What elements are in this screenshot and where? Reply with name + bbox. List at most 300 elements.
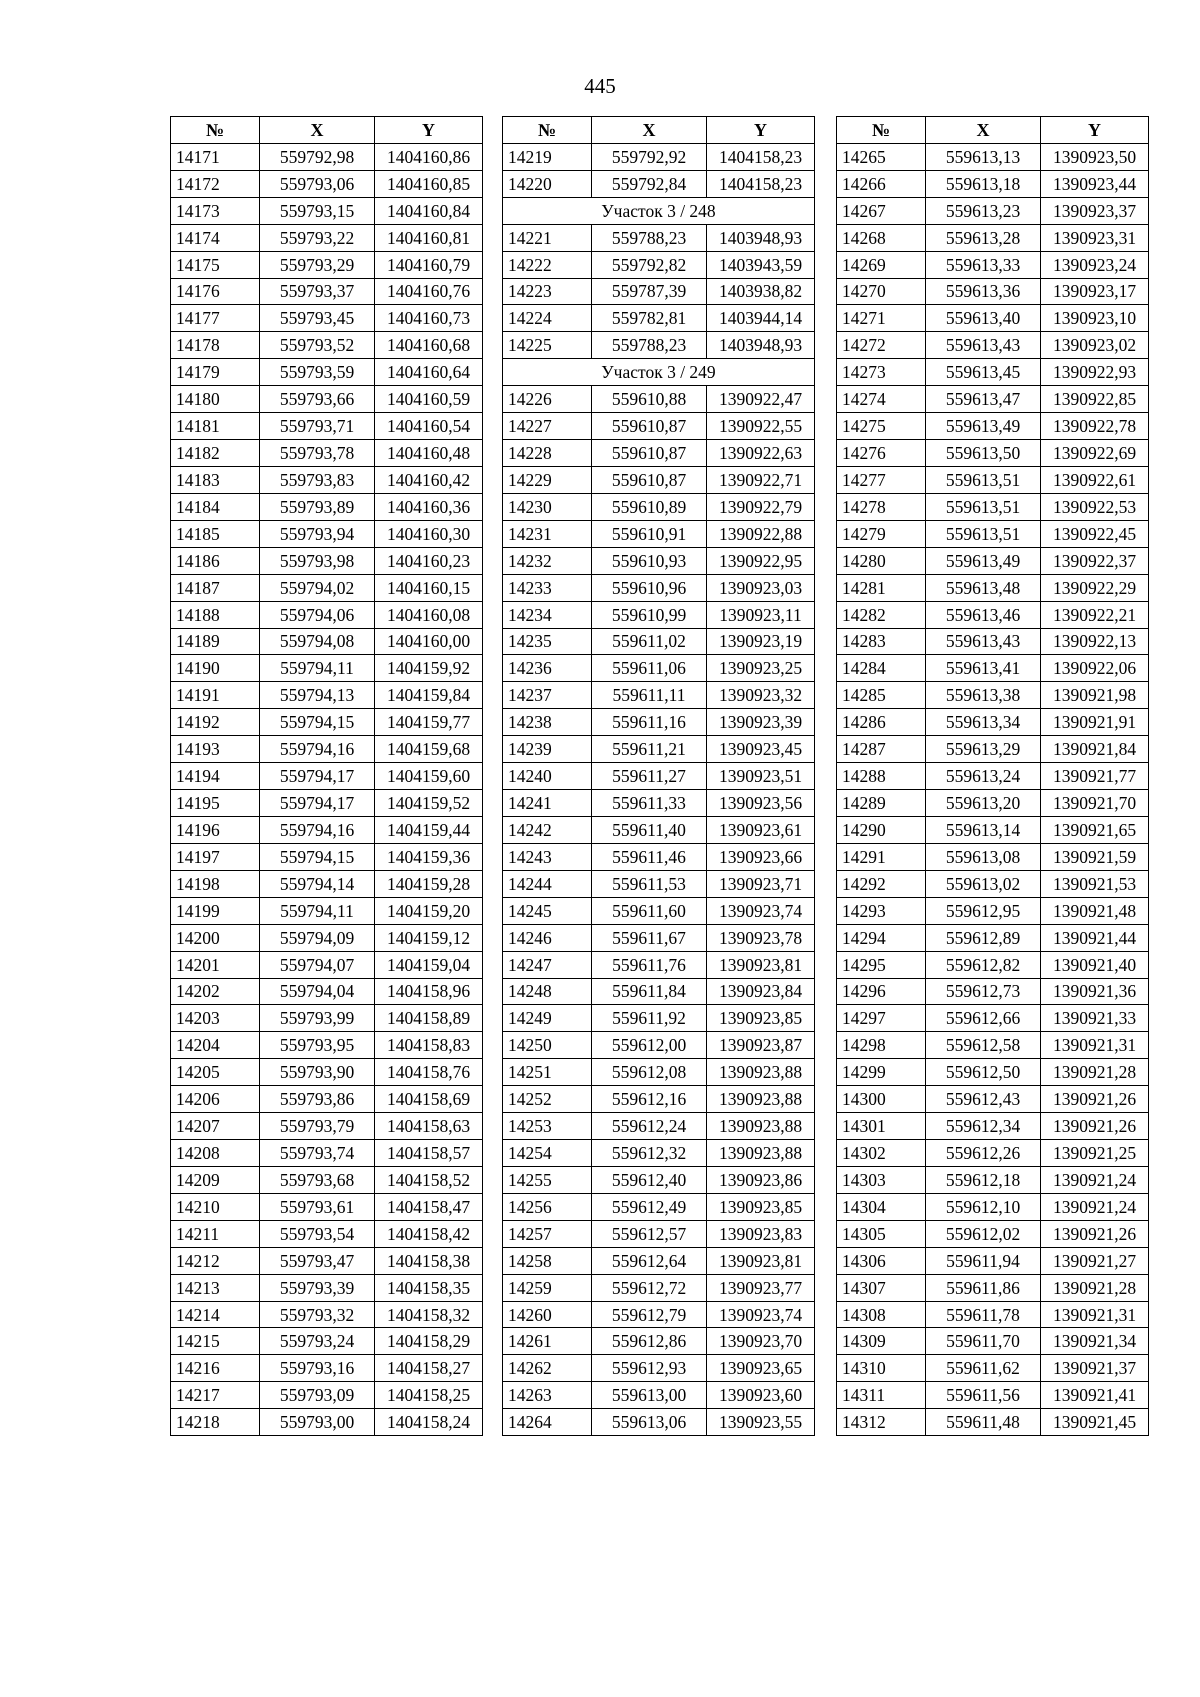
y-coordinate-cell: 1404158,29 (375, 1328, 483, 1355)
y-coordinate-cell: 1404158,63 (375, 1113, 483, 1140)
point-number-cell: 14213 (171, 1274, 260, 1301)
x-coordinate-cell: 559611,94 (926, 1247, 1041, 1274)
point-number-cell: 14220 (503, 170, 592, 197)
x-coordinate-cell: 559611,53 (592, 870, 707, 897)
point-number-cell: 14200 (171, 924, 260, 951)
x-coordinate-cell: 559611,67 (592, 924, 707, 951)
point-number-cell: 14296 (837, 978, 926, 1005)
point-number-cell: 14211 (171, 1220, 260, 1247)
y-coordinate-cell: 1404158,96 (375, 978, 483, 1005)
y-coordinate-cell: 1390921,84 (1041, 736, 1149, 763)
y-coordinate-cell: 1390923,37 (1041, 197, 1149, 224)
y-coordinate-cell: 1390923,88 (707, 1140, 815, 1167)
y-coordinate-cell: 1390923,25 (707, 655, 815, 682)
y-coordinate-cell: 1390921,36 (1041, 978, 1149, 1005)
point-number-cell: 14300 (837, 1086, 926, 1113)
y-coordinate-cell: 1390923,85 (707, 1005, 815, 1032)
point-number-cell: 14190 (171, 655, 260, 682)
point-number-cell: 14229 (503, 466, 592, 493)
y-coordinate-cell: 1390922,63 (707, 440, 815, 467)
x-coordinate-cell: 559794,14 (260, 870, 375, 897)
table-row (171, 1328, 483, 1355)
header-row (503, 117, 815, 144)
x-coordinate-cell: 559613,20 (926, 790, 1041, 817)
table-row (837, 1247, 1149, 1274)
point-number-cell: 14248 (503, 978, 592, 1005)
point-number-cell: 14294 (837, 924, 926, 951)
table-row (503, 1140, 815, 1167)
table-row (837, 1328, 1149, 1355)
x-coordinate-cell: 559612,43 (926, 1086, 1041, 1113)
x-coordinate-cell: 559613,50 (926, 440, 1041, 467)
x-coordinate-cell: 559613,38 (926, 682, 1041, 709)
table-row (171, 1193, 483, 1220)
table-row (171, 1140, 483, 1167)
y-coordinate-cell: 1390922,13 (1041, 628, 1149, 655)
point-number-cell: 14226 (503, 386, 592, 413)
point-number-cell: 14305 (837, 1220, 926, 1247)
point-number-cell: 14250 (503, 1032, 592, 1059)
table-row (837, 143, 1149, 170)
x-coordinate-cell: 559612,50 (926, 1059, 1041, 1086)
table-row (837, 1409, 1149, 1436)
table-row (171, 143, 483, 170)
y-coordinate-cell: 1404158,32 (375, 1301, 483, 1328)
point-number-cell: 14197 (171, 843, 260, 870)
x-coordinate-cell: 559788,23 (592, 224, 707, 251)
header-x: X (926, 117, 1041, 144)
y-coordinate-cell: 1404159,20 (375, 897, 483, 924)
table-row (503, 305, 815, 332)
y-coordinate-cell: 1390923,51 (707, 763, 815, 790)
table-row (837, 278, 1149, 305)
y-coordinate-cell: 1404159,52 (375, 790, 483, 817)
y-coordinate-cell: 1404160,81 (375, 224, 483, 251)
table-row (837, 870, 1149, 897)
table-row (503, 628, 815, 655)
point-number-cell: 14251 (503, 1059, 592, 1086)
x-coordinate-cell: 559792,92 (592, 143, 707, 170)
x-coordinate-cell: 559793,79 (260, 1113, 375, 1140)
x-coordinate-cell: 559612,66 (926, 1005, 1041, 1032)
x-coordinate-cell: 559613,28 (926, 224, 1041, 251)
y-coordinate-cell: 1390923,11 (707, 601, 815, 628)
point-number-cell: 14287 (837, 736, 926, 763)
table-row (837, 763, 1149, 790)
x-coordinate-cell: 559612,89 (926, 924, 1041, 951)
table-row (837, 924, 1149, 951)
table-row (837, 440, 1149, 467)
y-coordinate-cell: 1390922,29 (1041, 574, 1149, 601)
y-coordinate-cell: 1404159,68 (375, 736, 483, 763)
x-coordinate-cell: 559612,64 (592, 1247, 707, 1274)
x-coordinate-cell: 559613,36 (926, 278, 1041, 305)
point-number-cell: 14247 (503, 951, 592, 978)
point-number-cell: 14171 (171, 143, 260, 170)
x-coordinate-cell: 559794,08 (260, 628, 375, 655)
table-row (837, 547, 1149, 574)
point-number-cell: 14260 (503, 1301, 592, 1328)
point-number-cell: 14273 (837, 359, 926, 386)
y-coordinate-cell: 1390922,95 (707, 547, 815, 574)
y-coordinate-cell: 1404158,23 (707, 143, 815, 170)
x-coordinate-cell: 559792,98 (260, 143, 375, 170)
y-coordinate-cell: 1403948,93 (707, 224, 815, 251)
point-number-cell: 14195 (171, 790, 260, 817)
x-coordinate-cell: 559611,21 (592, 736, 707, 763)
y-coordinate-cell: 1404158,24 (375, 1409, 483, 1436)
point-number-cell: 14285 (837, 682, 926, 709)
table-row (171, 1247, 483, 1274)
point-number-cell: 14209 (171, 1166, 260, 1193)
x-coordinate-cell: 559794,16 (260, 816, 375, 843)
x-coordinate-cell: 559611,76 (592, 951, 707, 978)
table-row (503, 1193, 815, 1220)
x-coordinate-cell: 559613,24 (926, 763, 1041, 790)
table-row (837, 1086, 1149, 1113)
point-number-cell: 14196 (171, 816, 260, 843)
x-coordinate-cell: 559613,51 (926, 493, 1041, 520)
y-coordinate-cell: 1390922,61 (1041, 466, 1149, 493)
table-row (503, 332, 815, 359)
point-number-cell: 14269 (837, 251, 926, 278)
point-number-cell: 14297 (837, 1005, 926, 1032)
point-number-cell: 14208 (171, 1140, 260, 1167)
x-coordinate-cell: 559611,27 (592, 763, 707, 790)
point-number-cell: 14231 (503, 520, 592, 547)
table-row (171, 628, 483, 655)
y-coordinate-cell: 1403944,14 (707, 305, 815, 332)
table-row (503, 493, 815, 520)
point-number-cell: 14263 (503, 1382, 592, 1409)
x-coordinate-cell: 559611,78 (926, 1301, 1041, 1328)
x-coordinate-cell: 559613,45 (926, 359, 1041, 386)
point-number-cell: 14245 (503, 897, 592, 924)
table-row (503, 1409, 815, 1436)
y-coordinate-cell: 1390921,40 (1041, 951, 1149, 978)
y-coordinate-cell: 1390921,26 (1041, 1086, 1149, 1113)
y-coordinate-cell: 1390923,32 (707, 682, 815, 709)
x-coordinate-cell: 559788,23 (592, 332, 707, 359)
y-coordinate-cell: 1390923,74 (707, 897, 815, 924)
x-coordinate-cell: 559611,02 (592, 628, 707, 655)
y-coordinate-cell: 1390923,17 (1041, 278, 1149, 305)
x-coordinate-cell: 559613,13 (926, 143, 1041, 170)
y-coordinate-cell: 1390921,91 (1041, 709, 1149, 736)
y-coordinate-cell: 1403943,59 (707, 251, 815, 278)
y-coordinate-cell: 1390923,88 (707, 1086, 815, 1113)
table-row (171, 655, 483, 682)
point-number-cell: 14216 (171, 1355, 260, 1382)
y-coordinate-cell: 1390923,71 (707, 870, 815, 897)
y-coordinate-cell: 1390921,27 (1041, 1247, 1149, 1274)
table-row (837, 1166, 1149, 1193)
y-coordinate-cell: 1390923,66 (707, 843, 815, 870)
y-coordinate-cell: 1390922,55 (707, 413, 815, 440)
x-coordinate-cell: 559613,23 (926, 197, 1041, 224)
point-number-cell: 14202 (171, 978, 260, 1005)
table-row (503, 440, 815, 467)
table-row (503, 413, 815, 440)
x-coordinate-cell: 559793,86 (260, 1086, 375, 1113)
point-number-cell: 14203 (171, 1005, 260, 1032)
table-row (171, 978, 483, 1005)
x-coordinate-cell: 559793,90 (260, 1059, 375, 1086)
x-coordinate-cell: 559793,98 (260, 547, 375, 574)
x-coordinate-cell: 559612,82 (926, 951, 1041, 978)
table-row (171, 790, 483, 817)
point-number-cell: 14173 (171, 197, 260, 224)
y-coordinate-cell: 1390923,31 (1041, 224, 1149, 251)
point-number-cell: 14282 (837, 601, 926, 628)
table-row (837, 251, 1149, 278)
point-number-cell: 14206 (171, 1086, 260, 1113)
y-coordinate-cell: 1390923,84 (707, 978, 815, 1005)
point-number-cell: 14258 (503, 1247, 592, 1274)
table-row (171, 440, 483, 467)
table-row (837, 601, 1149, 628)
x-coordinate-cell: 559792,82 (592, 251, 707, 278)
point-number-cell: 14293 (837, 897, 926, 924)
y-coordinate-cell: 1390921,31 (1041, 1301, 1149, 1328)
x-coordinate-cell: 559793,15 (260, 197, 375, 224)
point-number-cell: 14301 (837, 1113, 926, 1140)
x-coordinate-cell: 559782,81 (592, 305, 707, 332)
point-number-cell: 14179 (171, 359, 260, 386)
table-row (837, 305, 1149, 332)
point-number-cell: 14199 (171, 897, 260, 924)
point-number-cell: 14281 (837, 574, 926, 601)
x-coordinate-cell: 559612,86 (592, 1328, 707, 1355)
x-coordinate-cell: 559793,99 (260, 1005, 375, 1032)
header-row (837, 117, 1149, 144)
table-row (503, 574, 815, 601)
y-coordinate-cell: 1404160,79 (375, 251, 483, 278)
y-coordinate-cell: 1404160,64 (375, 359, 483, 386)
y-coordinate-cell: 1404160,42 (375, 466, 483, 493)
x-coordinate-cell: 559793,37 (260, 278, 375, 305)
x-coordinate-cell: 559793,32 (260, 1301, 375, 1328)
table-row (837, 224, 1149, 251)
x-coordinate-cell: 559793,45 (260, 305, 375, 332)
point-number-cell: 14276 (837, 440, 926, 467)
point-number-cell: 14289 (837, 790, 926, 817)
table-row (171, 197, 483, 224)
x-coordinate-cell: 559611,46 (592, 843, 707, 870)
point-number-cell: 14236 (503, 655, 592, 682)
x-coordinate-cell: 559612,34 (926, 1113, 1041, 1140)
y-coordinate-cell: 1404160,68 (375, 332, 483, 359)
x-coordinate-cell: 559611,70 (926, 1328, 1041, 1355)
point-number-cell: 14286 (837, 709, 926, 736)
y-coordinate-cell: 1390921,77 (1041, 763, 1149, 790)
y-coordinate-cell: 1404159,44 (375, 816, 483, 843)
table-row (837, 1113, 1149, 1140)
x-coordinate-cell: 559613,43 (926, 628, 1041, 655)
section-row (503, 359, 815, 386)
x-coordinate-cell: 559793,09 (260, 1382, 375, 1409)
point-number-cell: 14205 (171, 1059, 260, 1086)
point-number-cell: 14178 (171, 332, 260, 359)
point-number-cell: 14298 (837, 1032, 926, 1059)
y-coordinate-cell: 1404160,30 (375, 520, 483, 547)
y-coordinate-cell: 1390923,61 (707, 816, 815, 843)
table-row (837, 466, 1149, 493)
point-number-cell: 14312 (837, 1409, 926, 1436)
table-row (503, 951, 815, 978)
table-row (171, 763, 483, 790)
table-row (171, 466, 483, 493)
table-row (171, 1409, 483, 1436)
point-number-cell: 14194 (171, 763, 260, 790)
x-coordinate-cell: 559612,32 (592, 1140, 707, 1167)
x-coordinate-cell: 559794,07 (260, 951, 375, 978)
point-number-cell: 14186 (171, 547, 260, 574)
x-coordinate-cell: 559610,93 (592, 547, 707, 574)
y-coordinate-cell: 1403938,82 (707, 278, 815, 305)
x-coordinate-cell: 559793,16 (260, 1355, 375, 1382)
table-row (503, 897, 815, 924)
table-row (837, 574, 1149, 601)
y-coordinate-cell: 1390921,24 (1041, 1193, 1149, 1220)
point-number-cell: 14306 (837, 1247, 926, 1274)
x-coordinate-cell: 559794,17 (260, 763, 375, 790)
table-row (503, 170, 815, 197)
x-coordinate-cell: 559612,93 (592, 1355, 707, 1382)
table-row (503, 1059, 815, 1086)
point-number-cell: 14238 (503, 709, 592, 736)
point-number-cell: 14225 (503, 332, 592, 359)
point-number-cell: 14172 (171, 170, 260, 197)
table-row (171, 359, 483, 386)
y-coordinate-cell: 1390922,85 (1041, 386, 1149, 413)
header-number: № (837, 117, 926, 144)
y-coordinate-cell: 1390921,59 (1041, 843, 1149, 870)
y-coordinate-cell: 1390922,78 (1041, 413, 1149, 440)
x-coordinate-cell: 559613,00 (592, 1382, 707, 1409)
point-number-cell: 14271 (837, 305, 926, 332)
x-coordinate-cell: 559610,87 (592, 440, 707, 467)
y-coordinate-cell: 1390923,87 (707, 1032, 815, 1059)
y-coordinate-cell: 1404160,54 (375, 413, 483, 440)
y-coordinate-cell: 1390923,85 (707, 1193, 815, 1220)
table-row (503, 1247, 815, 1274)
y-coordinate-cell: 1390923,77 (707, 1274, 815, 1301)
x-coordinate-cell: 559793,95 (260, 1032, 375, 1059)
point-number-cell: 14244 (503, 870, 592, 897)
y-coordinate-cell: 1404159,60 (375, 763, 483, 790)
x-coordinate-cell: 559793,71 (260, 413, 375, 440)
y-coordinate-cell: 1390923,45 (707, 736, 815, 763)
x-coordinate-cell: 559793,74 (260, 1140, 375, 1167)
table-row (503, 1328, 815, 1355)
y-coordinate-cell: 1404158,52 (375, 1166, 483, 1193)
x-coordinate-cell: 559793,94 (260, 520, 375, 547)
table-row (503, 1220, 815, 1247)
table-row (837, 1140, 1149, 1167)
y-coordinate-cell: 1390923,86 (707, 1166, 815, 1193)
table-row (503, 978, 815, 1005)
x-coordinate-cell: 559611,11 (592, 682, 707, 709)
y-coordinate-cell: 1404158,76 (375, 1059, 483, 1086)
y-coordinate-cell: 1390922,71 (707, 466, 815, 493)
point-number-cell: 14240 (503, 763, 592, 790)
table-row (171, 843, 483, 870)
table-row (503, 278, 815, 305)
y-coordinate-cell: 1390921,70 (1041, 790, 1149, 817)
table-row (503, 843, 815, 870)
point-number-cell: 14193 (171, 736, 260, 763)
point-number-cell: 14292 (837, 870, 926, 897)
point-number-cell: 14290 (837, 816, 926, 843)
y-coordinate-cell: 1390921,26 (1041, 1220, 1149, 1247)
x-coordinate-cell: 559613,43 (926, 332, 1041, 359)
point-number-cell: 14243 (503, 843, 592, 870)
table-row (503, 1032, 815, 1059)
point-number-cell: 14192 (171, 709, 260, 736)
y-coordinate-cell: 1390922,45 (1041, 520, 1149, 547)
y-coordinate-cell: 1390922,47 (707, 386, 815, 413)
point-number-cell: 14228 (503, 440, 592, 467)
y-coordinate-cell: 1390923,70 (707, 1328, 815, 1355)
x-coordinate-cell: 559612,58 (926, 1032, 1041, 1059)
table-row (171, 1005, 483, 1032)
y-coordinate-cell: 1404160,23 (375, 547, 483, 574)
table-row (503, 763, 815, 790)
x-coordinate-cell: 559613,02 (926, 870, 1041, 897)
x-coordinate-cell: 559793,89 (260, 493, 375, 520)
table-row (171, 170, 483, 197)
y-coordinate-cell: 1404158,38 (375, 1247, 483, 1274)
x-coordinate-cell: 559611,48 (926, 1409, 1041, 1436)
page-number: 445 (584, 74, 616, 98)
x-coordinate-cell: 559613,51 (926, 520, 1041, 547)
y-coordinate-cell: 1390922,37 (1041, 547, 1149, 574)
y-coordinate-cell: 1390921,48 (1041, 897, 1149, 924)
y-coordinate-cell: 1404160,15 (375, 574, 483, 601)
point-number-cell: 14299 (837, 1059, 926, 1086)
table-row (837, 1193, 1149, 1220)
point-number-cell: 14198 (171, 870, 260, 897)
y-coordinate-cell: 1404160,84 (375, 197, 483, 224)
table-row (171, 1274, 483, 1301)
point-number-cell: 14246 (503, 924, 592, 951)
y-coordinate-cell: 1404160,08 (375, 601, 483, 628)
y-coordinate-cell: 1390923,56 (707, 790, 815, 817)
section-title: Участок 3 / 248 (503, 197, 815, 224)
x-coordinate-cell: 559613,51 (926, 466, 1041, 493)
y-coordinate-cell: 1390921,37 (1041, 1355, 1149, 1382)
table-row (837, 1382, 1149, 1409)
table-row (171, 1382, 483, 1409)
x-coordinate-cell: 559794,15 (260, 843, 375, 870)
y-coordinate-cell: 1390921,53 (1041, 870, 1149, 897)
y-coordinate-cell: 1390922,79 (707, 493, 815, 520)
point-number-cell: 14227 (503, 413, 592, 440)
header-y: Y (375, 117, 483, 144)
table-row (171, 682, 483, 709)
table-row (171, 1086, 483, 1113)
point-number-cell: 14210 (171, 1193, 260, 1220)
x-coordinate-cell: 559793,83 (260, 466, 375, 493)
x-coordinate-cell: 559610,88 (592, 386, 707, 413)
x-coordinate-cell: 559794,17 (260, 790, 375, 817)
y-coordinate-cell: 1390923,83 (707, 1220, 815, 1247)
y-coordinate-cell: 1404159,12 (375, 924, 483, 951)
x-coordinate-cell: 559794,02 (260, 574, 375, 601)
table-row (837, 197, 1149, 224)
y-coordinate-cell: 1404158,83 (375, 1032, 483, 1059)
